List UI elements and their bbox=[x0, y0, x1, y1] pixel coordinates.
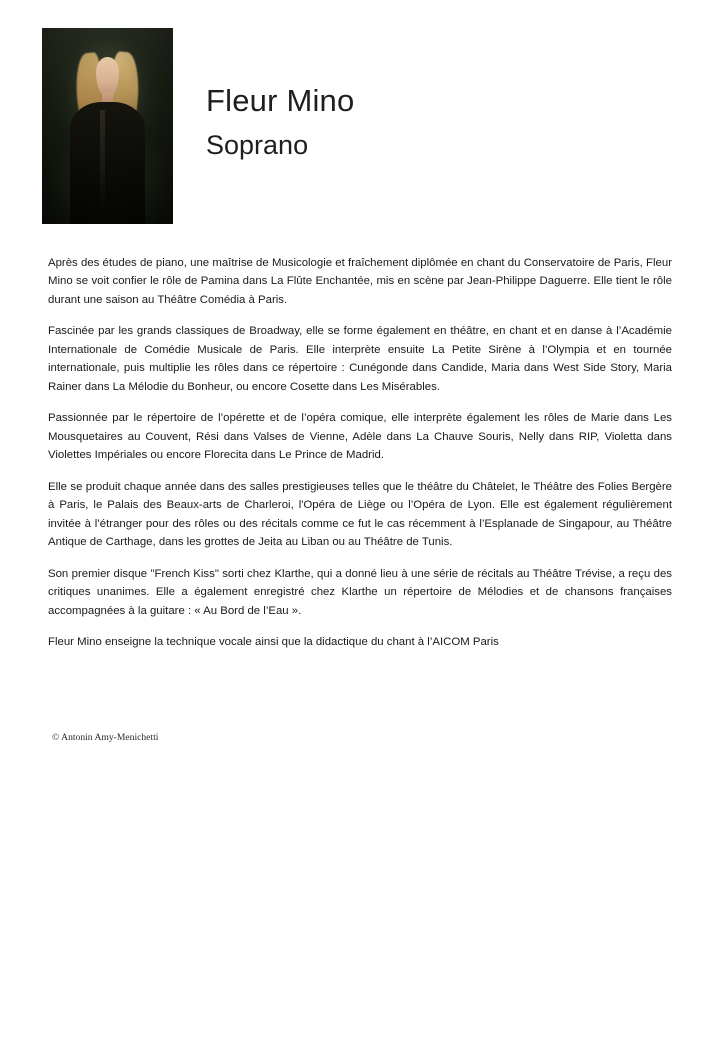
biography-text bbox=[48, 254, 672, 651]
portrait-vignette bbox=[42, 28, 173, 224]
portrait-photo bbox=[42, 28, 173, 224]
paragraph: Fleur Mino enseigne la technique vocale ainsi que la didactique du chant à l’AICOM Paris bbox=[48, 635, 499, 648]
paragraph: Après des études de piano, une maîtrise de Musicologie et fraîchement diplômée en chant du Conservatoire de Paris, Fleur Mino se voit confier le rôle de Pamina dans La Flûte Enchantée, mis en scène par Jean-Philippe Daguerre. Elle tient le rôle durant une saison au Théâtre Comédia à Paris. bbox=[48, 257, 672, 306]
title-block bbox=[206, 28, 354, 161]
paragraph: Son premier disque "French Kiss" sorti chez Klarthe, qui a donné lieu à une série de récitals au Théâtre Trévise, a reçu des critiques unanimes. Elle a également enregistré chez Klarthe un répertoire de Mélodies et de chansons françaises accompagnées à la guitare : « Au Bord de l’Eau ». bbox=[48, 567, 672, 617]
portrait-image bbox=[42, 28, 173, 224]
paragraph: Passionnée par le répertoire de l’opérette et de l’opéra comique, elle interprète également les rôles de Marie dans Les Mousquetaires au Couvent, Rési dans Valses de Vienne, Adèle dans La Chauve Souris, Nelly dans RIP, Violetta dans Violettes Impériales ou encore Florecita dans Le Prince de Madrid. bbox=[48, 412, 672, 462]
page-title: Fleur Mino bbox=[206, 83, 355, 118]
paragraph: Fascinée par les grands classiques de Broadway, elle se forme également en théâtre, en chant et en danse à l’Académie Internationale de Comédie Musicale de Paris. Elle interprète ensuite La Petite Sirène à l’Olympia et en tournée internationale, puis multiplie les rôles dans ce répertoire : Cunégonde dans Candide, Maria dans West Side Story, Maria Rainer dans La Mélodie du Bonheur, ou encore Cosette dans Les Misérables. bbox=[48, 325, 672, 393]
photo-credit: © Antonin Amy-Menichetti bbox=[52, 732, 159, 743]
paragraph: Elle se produit chaque année dans des salles prestigieuses telles que le théâtre du Châtelet, le Théâtre des Folies Bergère à Paris, le Palais des Beaux-arts de Charleroi, l'Opéra de Liège ou l’Opéra de Lyon. Elle est également régulièrement invitée à l’étranger pour des rôles ou des récitals comme ce fut le cas récemment à l’Esplanade de Singapour, au Théâtre Antique de Carthage, dans les grottes de Jeita au Liban ou au Théâtre de Tunis. bbox=[48, 480, 672, 549]
page-subtitle: Soprano bbox=[206, 130, 309, 161]
document-header bbox=[0, 0, 720, 224]
